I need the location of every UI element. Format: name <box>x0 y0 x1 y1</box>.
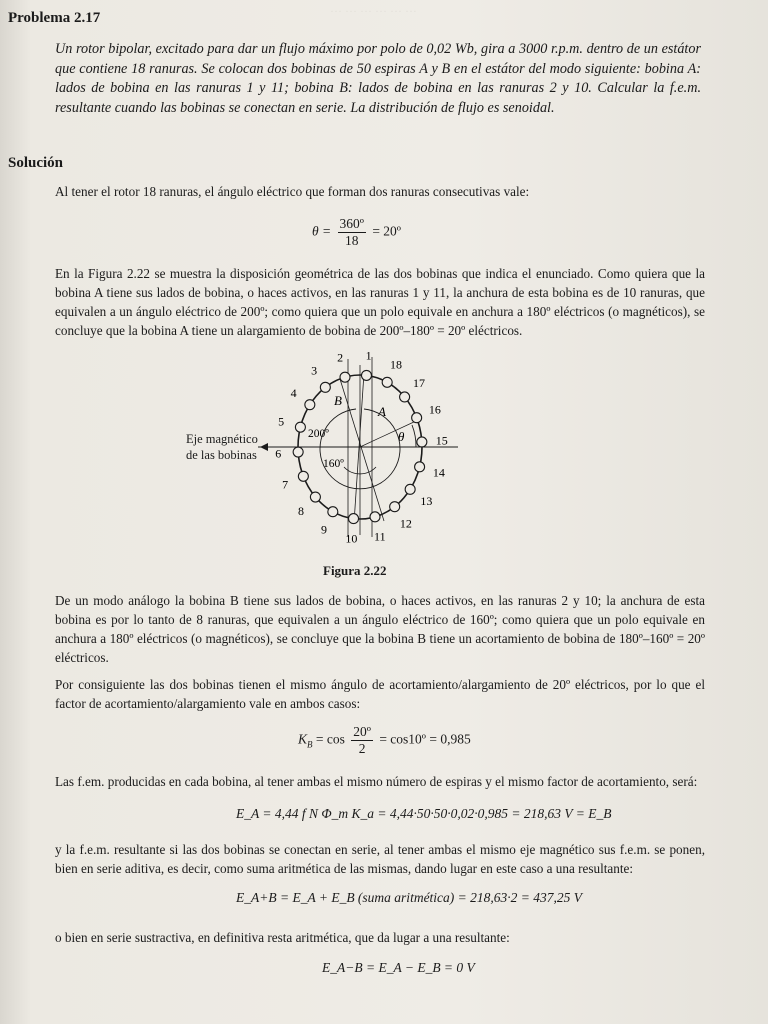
slot-number-16: 16 <box>428 402 441 417</box>
slot-10 <box>349 514 359 524</box>
slot-number-10: 10 <box>345 531 358 546</box>
eq-kb-rhs: = cos10º = 0,985 <box>379 731 471 747</box>
slot-number-7: 7 <box>282 477 289 492</box>
solution-paragraph-2: En la Figura 2.22 se muestra la disposición geométrica de las dos bobinas que indica el enunciado. Como quiera que la bobina A tiene sus lados de bobina, o haces activos, en las ranuras 1 y 11, la anchura de esta bobina es de 10 ranuras, que equivalen a un ángulo eléctrico de 200º; como quiera que un polo equivale en anchura a 180º eléctricos (o magnéticos), se concluye que la bobina A tiene un alargamiento de bobina de 200º–180º = 20º eléctricos. <box>55 266 705 338</box>
eq-kb-fraction <box>351 724 373 757</box>
slot-11 <box>370 512 380 522</box>
eq-kb-numerator: 20º <box>353 724 371 739</box>
slot-18 <box>382 377 392 387</box>
slot-4 <box>305 400 315 410</box>
solution-paragraph-7: o bien en serie sustractiva, en definitiva resta aritmética, que da lugar a una resultante: <box>55 930 510 945</box>
equation-theta <box>312 216 401 249</box>
axis-label-line-2: de las bobinas <box>186 448 257 462</box>
solution-paragraph-1: Al tener el rotor 18 ranuras, el ángulo eléctrico que forman dos ranuras consecutivas vale: <box>55 184 530 199</box>
problem-title: Problema 2.17 <box>8 10 101 26</box>
angle-200-label: 200º <box>308 428 329 440</box>
slot-number-11: 11 <box>374 529 386 544</box>
coil-a-label: A <box>378 404 386 419</box>
slot-15 <box>417 437 427 447</box>
solution-paragraph-4: Por consiguiente las dos bobinas tienen el mismo ángulo de acortamiento/alargamiento de 20º eléctricos, por lo que el factor de acortamiento/alargamiento vale en ambos casos: <box>55 677 705 711</box>
slot-14 <box>415 462 425 472</box>
axis-label-line-1: Eje magnético <box>186 432 258 446</box>
slot-1 <box>361 370 371 380</box>
eq-kb-cos: = cos <box>315 731 345 747</box>
slot-2 <box>340 372 350 382</box>
eq-theta-rhs: = 20º <box>372 223 401 239</box>
eq-theta-fraction <box>338 216 366 249</box>
coil-a-diagonal <box>354 373 364 523</box>
slot-number-17: 17 <box>412 376 425 391</box>
theta-label: θ <box>398 429 405 444</box>
axis-arrow-icon <box>260 443 268 451</box>
slot-number-13: 13 <box>420 494 433 509</box>
slot-7 <box>298 471 308 481</box>
slot-number-1: 1 <box>365 348 372 363</box>
slot-8 <box>310 492 320 502</box>
slot-number-8: 8 <box>298 503 305 518</box>
solution-paragraph-5: Las f.em. producidas en cada bobina, al tener ambas el mismo número de espiras y el mismo factor de acortamiento, será: <box>55 774 698 789</box>
slot-number-9: 9 <box>321 522 328 537</box>
slot-number-15: 15 <box>435 433 448 448</box>
equation-ea-minus-eb: E_A−B = E_A − E_B = 0 V <box>322 960 475 975</box>
slot-number-6: 6 <box>275 446 282 461</box>
slot-number-4: 4 <box>290 385 297 400</box>
angle-160-label: 160º <box>323 458 344 470</box>
theta-ray <box>360 421 416 447</box>
slot-number-2: 2 <box>337 350 344 365</box>
slot-9 <box>328 507 338 517</box>
solution-paragraph-3: De un modo análogo la bobina B tiene sus lados de bobina, o haces activos, en las ranuras 2 y 10; la anchura de esta bobina es por lo tanto de 8 ranuras, que equivalen a un ángulo eléctrico de 160º; como quiera que un polo equivale en anchura a 180º eléctricos (o magnéticos), se concluye que la bobina B tiene un acortamiento de bobina de 180º–160º = 20º eléctricos. <box>55 593 705 665</box>
eq-kb-sub: B <box>307 739 313 750</box>
solution-paragraph-6: y la f.e.m. resultante si las dos bobinas se conectan en serie, al tener ambas el mismo eje magnético sus f.e.m. se ponen, bien en serie aditiva, es decir, como suma aritmética de las mismas, dando lugar en este caso a una resultante: <box>55 842 705 876</box>
equation-ea-plus-eb: E_A+B = E_A + E_B (suma aritmética) = 218,63·2 = 437,25 V <box>236 890 583 905</box>
problem-statement: Un rotor bipolar, excitado para dar un flujo máximo por polo de 0,02 Wb, gira a 3000 r.p.m. dentro de un estátor que contiene 18 ranuras. Se colocan dos bobinas de 50 espiras A y B en el estátor del modo siguiente: bobina A: lados de bobina en las ranuras 1 y 11; bobina B: lados de bobina en las ranuras 2 y 10. Calcular la f.e.m. resultante cuando las bobinas se conectan en serie. La distribución de flujo es senoidal. <box>55 41 701 116</box>
slot-6 <box>293 447 303 457</box>
eq-kb-lhs: K <box>298 731 308 747</box>
theta-arc <box>412 425 416 447</box>
slot-3 <box>320 382 330 392</box>
slot-number-5: 5 <box>278 414 285 429</box>
slot-number-3: 3 <box>311 363 318 378</box>
eq-theta-numerator: 360º <box>339 216 364 231</box>
eq-theta-lhs: θ = <box>312 223 332 239</box>
slot-number-14: 14 <box>432 465 445 480</box>
eq-kb-denominator: 2 <box>358 741 366 756</box>
slot-number-12: 12 <box>399 516 412 531</box>
slot-5 <box>295 422 305 432</box>
slot-13 <box>405 484 415 494</box>
figure-caption: Figura 2.22 <box>323 563 387 578</box>
equation-kb <box>298 724 471 757</box>
slot-16 <box>412 413 422 423</box>
coil-b-label: B <box>334 393 342 408</box>
solution-heading: Solución <box>8 155 64 171</box>
eq-theta-denominator: 18 <box>344 233 359 248</box>
slot-12 <box>390 502 400 512</box>
slot-17 <box>400 392 410 402</box>
slot-number-18: 18 <box>389 357 402 372</box>
bleed-through-text: ··· ··· ··· ··· ··· ··· <box>330 4 417 18</box>
equation-ea: E_A = 4,44 f N Φ_m K_a = 4,44·50·50·0,02·0,985 = 218,63 V = E_B <box>236 806 612 821</box>
